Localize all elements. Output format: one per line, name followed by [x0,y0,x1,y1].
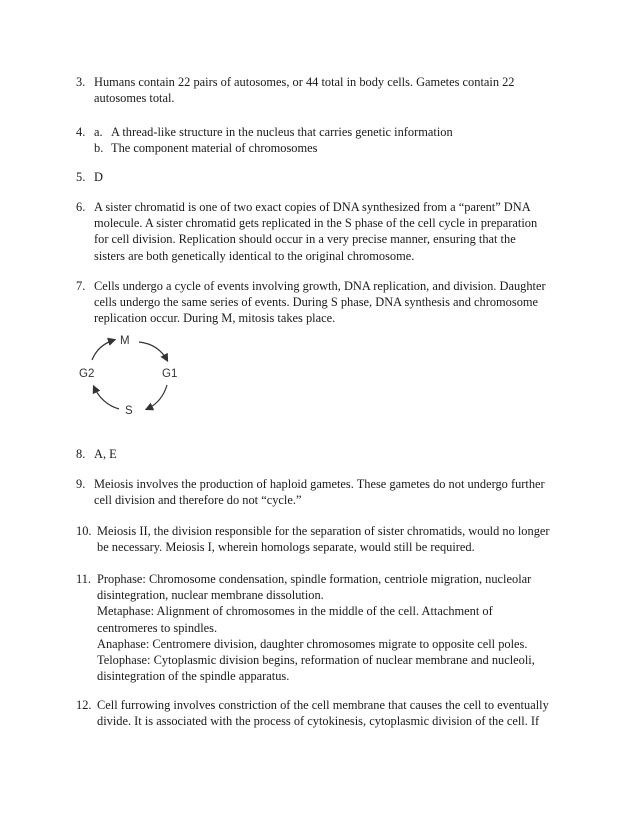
answer-line: A, E [94,447,117,461]
answer-line: for cell division. Replication should occur in a very precise manner, ensuring that the [94,232,516,247]
answer-line: be necessary. Meiosis I, wherein homologs separate, would still be required. [97,540,475,555]
answer-number: 4. [76,125,86,139]
arrow-m-to-g1 [139,342,167,360]
answer-line: centromeres to spindles. [97,620,218,635]
metaphase-line: Metaphase: Alignment of chromosomes in the middle of the cell. Attachment of [97,604,493,619]
answer-line: Cell furrowing involves constriction of the cell membrane that causes the cell to eventually [97,698,549,712]
answer-7 [76,278,596,327]
arrow-s-to-g2 [94,387,119,409]
answer-line: D [94,170,103,184]
prophase-line: Prophase: Chromosome condensation, spindle formation, centriole migration, nucleolar [97,572,532,586]
answer-line: disintegration, nuclear membrane dissolution. [97,588,324,603]
anaphase-line: Anaphase: Centromere division, daughter chromosomes migrate to opposite cell poles. [97,636,528,651]
answer-8 [76,446,596,462]
cell-cycle-diagram [76,330,196,420]
answer-line: disintegration of the spindle apparatus. [97,669,290,684]
answer-line: divide. It is associated with the process of cytokinesis, cytoplasmic division of the cell. If [97,714,540,729]
sub-text: A thread-like structure in the nucleus that carries genetic information [111,125,453,139]
answer-number: 9. [76,477,86,491]
arrow-g1-to-s [147,385,167,409]
sub-label: b. [94,141,104,156]
answer-12 [76,697,596,729]
answer-6 [76,199,596,264]
answer-number: 12. [76,698,92,712]
answer-line: autosomes total. [94,91,175,106]
arrow-g2-to-m [92,340,114,360]
answer-number: 5. [76,170,86,184]
answer-line: Cells undergo a cycle of events involving growth, DNA replication, and division. Daughter [94,279,546,293]
sub-label: a. [94,125,103,139]
telophase-line: Telophase: Cytoplasmic division begins, reformation of nuclear membrane and nucleoli, [97,653,535,668]
answer-line: molecule. A sister chromatid gets replicated in the S phase of the cell cycle in preparation [94,216,538,231]
answer-5 [76,169,596,185]
sub-answer-b [94,140,596,156]
answer-4 [76,124,596,156]
sub-text: The component material of chromosomes [111,141,318,156]
answer-number: 11. [76,572,92,586]
answer-line: sisters are both genetically identical to the original chromosome. [94,248,415,263]
answer-line: cell division and therefore do not “cycle.” [94,493,302,508]
answer-number: 6. [76,200,86,214]
answer-number: 7. [76,279,86,293]
phase-m-label: M [120,335,130,347]
answer-line: Meiosis involves the production of haploid gametes. These gametes do not undergo further [94,477,545,491]
phase-g2-label: G2 [79,368,95,380]
answer-number: 8. [76,447,86,461]
answer-line: replication occur. During M, mitosis takes place. [94,311,336,326]
phase-g1-label: G1 [162,368,178,380]
answer-10 [76,523,596,555]
answer-line: cells undergo the same series of events. During S phase, DNA synthesis and chromosome [94,295,539,310]
answer-9 [76,476,596,508]
answer-number: 3. [76,75,86,89]
sub-answer-a [94,124,596,140]
answer-line: Meiosis II, the division responsible for the separation of sister chromatids, would no longer [97,524,550,538]
phase-s-label: S [125,405,133,417]
answer-number: 10. [76,524,92,538]
answer-3 [76,74,596,106]
answer-line: A sister chromatid is one of two exact copies of DNA synthesized from a “parent” DNA [94,200,531,214]
answer-11 [76,571,596,684]
answer-line: Humans contain 22 pairs of autosomes, or 44 total in body cells. Gametes contain 22 [94,75,515,89]
